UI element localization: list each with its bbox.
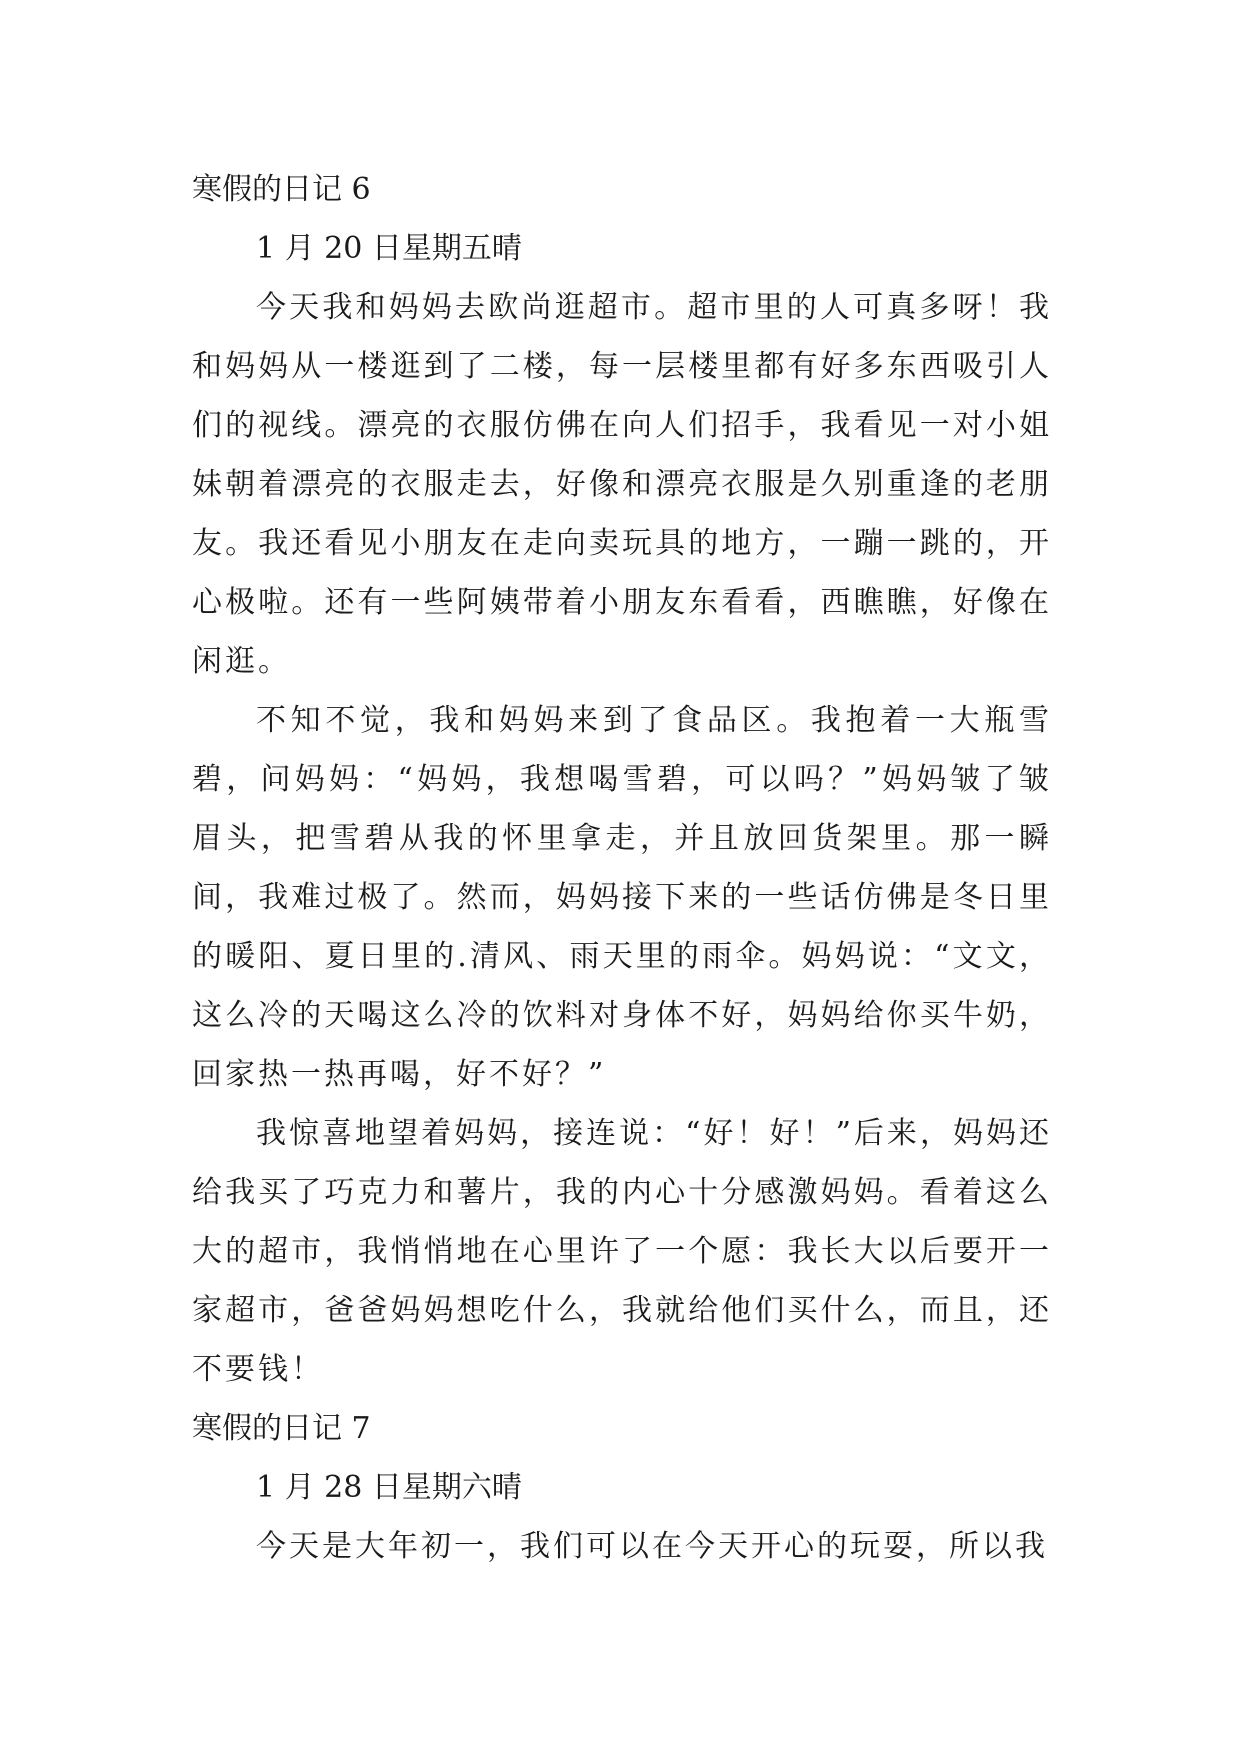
diary-entry-6 <box>192 160 1052 1399</box>
entry-title: 寒假的日记 6 <box>192 172 371 207</box>
entry-title: 寒假的日记 7 <box>192 1411 371 1446</box>
entry-paragraph: 不知不觉，我和妈妈来到了食品区。我抱着一大瓶雪碧，问妈妈：“妈妈，我想喝雪碧，可以吗？”妈妈皱了皱眉头，把雪碧从我的怀里拿走，并且放回货架里。那一瞬间，我难过极了。然而，妈妈接下来的一些话仿佛是冬日里的暖阳、夏日里的.清风、雨天里的雨伞。妈妈说：“文文，这么冷的天喝这么冷的饮料对身体不好，妈妈给你买牛奶，回家热一热再喝，好不好？” <box>192 703 1052 1092</box>
entry-paragraph: 今天我和妈妈去欧尚逛超市。超市里的人可真多呀！我和妈妈从一楼逛到了二楼，每一层楼里都有好多东西吸引人们的视线。漂亮的衣服仿佛在向人们招手，我看见一对小姐妹朝着漂亮的衣服走去，好像和漂亮衣服是久别重逢的老朋友。我还看见小朋友在走向卖玩具的地方，一蹦一跳的，开心极啦。还有一些阿姨带着小朋友东看看，西瞧瞧，好像在闲逛。 <box>192 290 1052 679</box>
document-page <box>192 160 1052 1576</box>
entry-date: 1 月 28 日星期六晴 <box>256 1470 522 1505</box>
entry-paragraph: 我惊喜地望着妈妈，接连说：“好！好！”后来，妈妈还给我买了巧克力和薯片，我的内心十分感激妈妈。看着这么大的超市，我悄悄地在心里许了一个愿：我长大以后要开一家超市，爸爸妈妈想吃什么，我就给他们买什么，而且，还不要钱！ <box>192 1116 1052 1387</box>
entry-date: 1 月 20 日星期五晴 <box>256 231 522 266</box>
entry-paragraph: 今天是大年初一，我们可以在今天开心的玩耍，所以我 <box>256 1529 1048 1564</box>
diary-entry-7 <box>192 1399 1052 1576</box>
